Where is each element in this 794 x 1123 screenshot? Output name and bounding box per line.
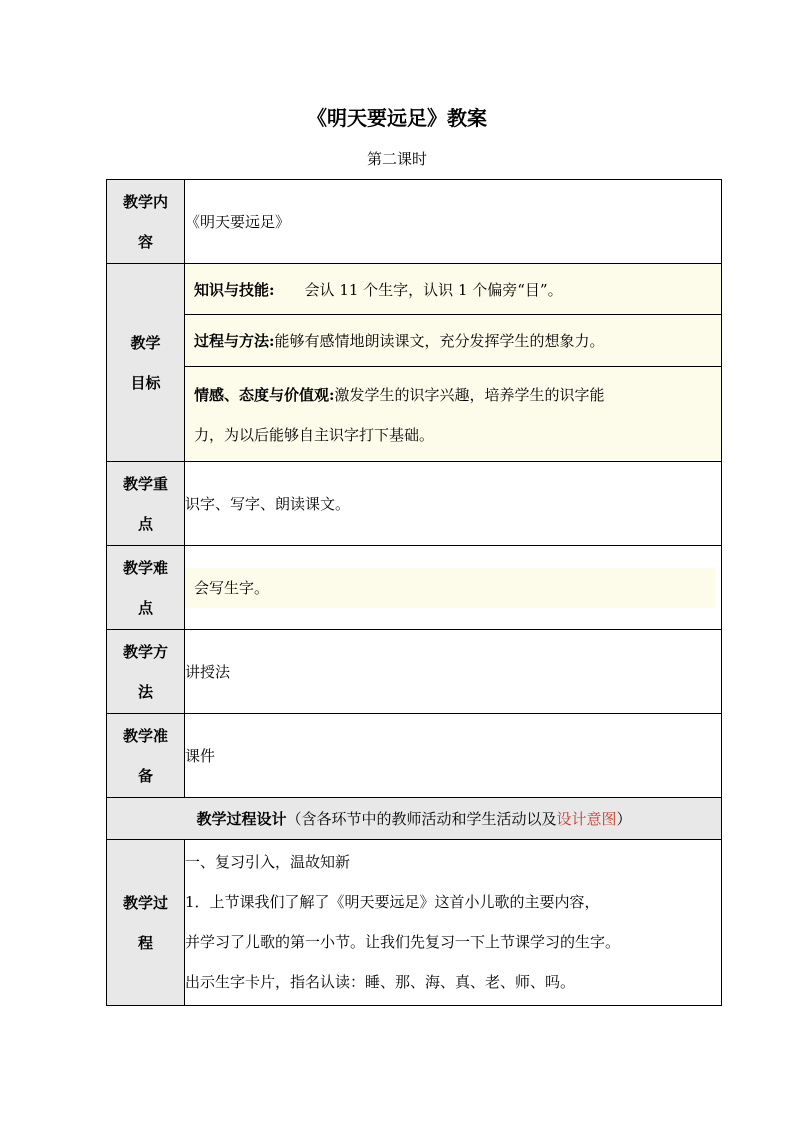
label-difficult-points: 教学难 点: [107, 546, 185, 630]
process-line: 并学习了儿歌的第一小节。让我们先复习一下上节课学习的生字。: [185, 933, 621, 951]
value-goals: [185, 264, 722, 462]
value-key-points: 识字、写字、朗读课文。: [185, 462, 722, 546]
process-line: 一、复习引入，温故知新: [185, 853, 351, 871]
label-content: 教学内 容: [107, 180, 185, 264]
row-content: [107, 180, 722, 264]
label-preparation: 教学准 备: [107, 714, 185, 798]
process-line: 出示生字卡片，指名认读：睡、那、海、真、老、师、吗。: [185, 973, 576, 991]
goal-process: 过程与方法: 能够有感情地朗读课文，充分发挥学生的想象力。: [185, 314, 721, 366]
goal-knowledge: 知识与技能: 会认 11 个生字，认识 1 个偏旁“目”。: [185, 264, 721, 314]
row-preparation: [107, 714, 722, 798]
row-key-points: [107, 462, 722, 546]
document-subtitle: 第二课时: [366, 150, 427, 168]
row-process-header: [107, 798, 722, 840]
document-title: 《明天要远足》教案: [307, 106, 487, 130]
row-method: [107, 630, 722, 714]
row-goals: [107, 264, 722, 462]
value-preparation: 课件: [185, 714, 722, 798]
row-difficult-points: [107, 546, 722, 630]
value-difficult-points: 会写生字。: [185, 546, 722, 630]
row-process: [107, 840, 722, 1006]
value-process: [185, 840, 722, 1006]
process-line: 1．上节课我们了解了《明天要远足》这首小儿歌的主要内容，: [185, 893, 600, 911]
label-process: 教学过 程: [107, 840, 185, 1006]
label-key-points: 教学重 点: [107, 462, 185, 546]
label-method: 教学方 法: [107, 630, 185, 714]
goal-emotion: 情感、态度与价值观:激发学生的识字兴趣，培养学生的识字能 力，为以后能够自主识字打下基础。: [185, 366, 721, 460]
value-content: 《明天要远足》: [185, 180, 722, 264]
label-goals: 教学 目标: [107, 264, 185, 462]
value-method: 讲授法: [185, 630, 722, 714]
lesson-plan-table: [106, 179, 722, 1006]
process-header: 教学过程设计（含各环节中的教师活动和学生活动以及设计意图）: [107, 798, 722, 840]
